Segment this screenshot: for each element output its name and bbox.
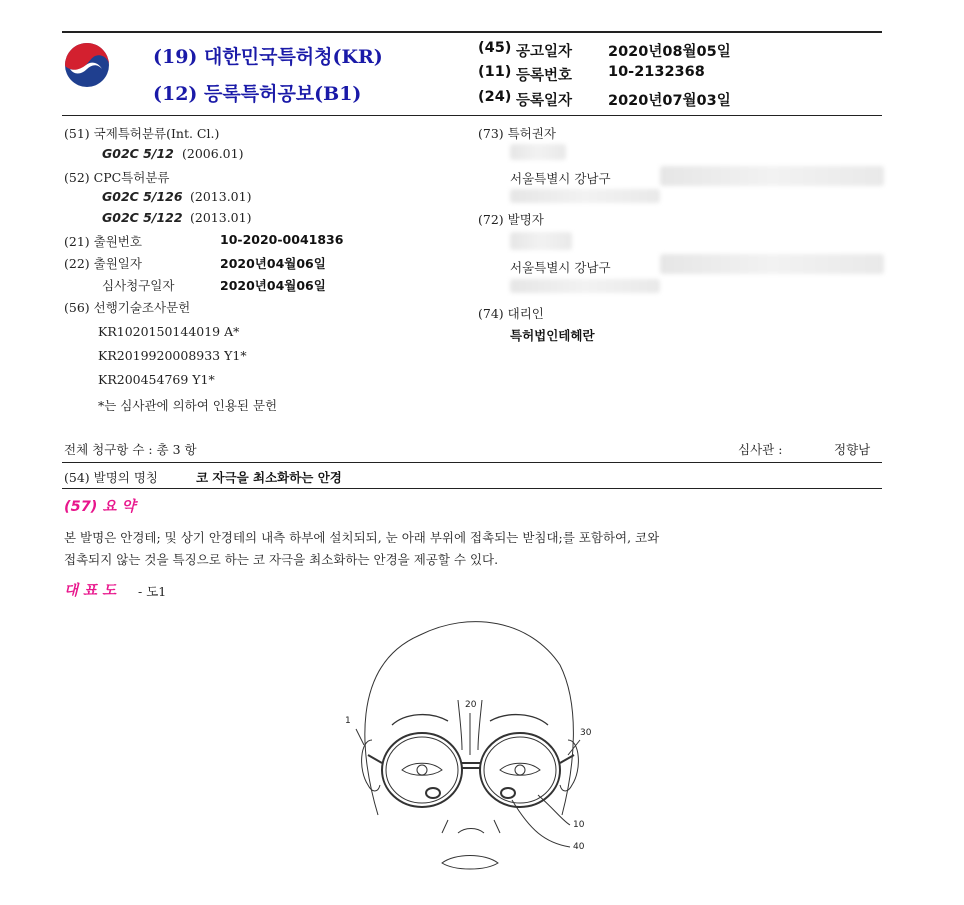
- exam-request-label: 심사청구일자: [102, 278, 175, 293]
- application-no: 10-2020-0041836: [220, 232, 344, 247]
- examiner-name: 정향남: [834, 442, 871, 457]
- application-date-label: (22) 출원일자: [64, 256, 142, 271]
- patent-figure: [330, 605, 610, 880]
- inventor-label: (72) 발명자: [478, 212, 544, 227]
- prior-art-doc: KR200454769 Y1*: [98, 372, 215, 387]
- prior-art-label: (56) 선행기술조사문헌: [64, 300, 191, 315]
- ref-label-20: 20: [465, 700, 477, 710]
- owner-address-redacted: [660, 166, 884, 186]
- ref-label-1: 1: [345, 716, 351, 726]
- owner-address-line2-redacted: [510, 189, 660, 203]
- pub-date-label: 공고일자: [516, 44, 573, 60]
- pub-date-value: 2020년08월05일: [608, 44, 731, 60]
- inventor-address-line2-redacted: [510, 279, 660, 293]
- head-outline: [365, 622, 574, 815]
- nose: [442, 820, 500, 833]
- owner-name-redacted: [510, 144, 566, 160]
- left-eyebrow: [392, 715, 448, 725]
- cpc1-version: (2013.01): [190, 189, 252, 204]
- agent-label: (74) 대리인: [478, 306, 544, 321]
- agent-name: 특허법인테헤란: [510, 328, 595, 343]
- left-ear: [362, 740, 380, 791]
- inventor-address-redacted: [660, 254, 884, 274]
- office-title: (19) 대한민국특허청(KR): [153, 46, 383, 68]
- title-rule: [62, 488, 882, 489]
- claims-total: 전체 청구항 수 : 총 3 항: [64, 442, 197, 457]
- inventor-address: 서울특별시 강남구: [510, 260, 611, 275]
- reg-no-code: (11): [478, 64, 512, 80]
- inventor-name-redacted: [510, 232, 572, 250]
- ref-label-10: 10: [573, 820, 585, 830]
- top-rule: [62, 31, 882, 33]
- cpc2-code: G02C 5/122: [102, 210, 183, 225]
- reg-no-value: 10-2132368: [608, 64, 705, 80]
- prior-art-doc: KR1020150144019 A*: [98, 324, 240, 339]
- owner-address: 서울특별시 강남구: [510, 171, 611, 186]
- ipc-code: G02C 5/12: [102, 146, 174, 161]
- owner-label: (73) 특허권자: [478, 126, 556, 141]
- left-support: [426, 788, 440, 798]
- reg-date-code: (24): [478, 89, 512, 105]
- right-support: [501, 788, 515, 798]
- application-date: 2020년04월06일: [220, 256, 326, 271]
- ref-label-30: 30: [580, 728, 592, 738]
- kipo-logo: [64, 42, 110, 88]
- reg-date-value: 2020년07월03일: [608, 93, 731, 109]
- mouth: [442, 856, 498, 870]
- cpc-label: (52) CPC특허분류: [64, 170, 170, 185]
- reg-no-label: 등록번호: [516, 68, 573, 84]
- abstract-heading: (57) 요 약: [64, 499, 136, 515]
- rep-drawing-value: - 도1: [138, 584, 167, 599]
- right-eyebrow: [490, 715, 548, 725]
- cpc1-code: G02C 5/126: [102, 189, 183, 204]
- examiner-label: 심사관 :: [738, 442, 783, 457]
- exam-request-date: 2020년04월06일: [220, 278, 326, 293]
- application-no-label: (21) 출원번호: [64, 234, 142, 249]
- cpc2-version: (2013.01): [190, 210, 252, 225]
- publication-type: (12) 등록특허공보(B1): [153, 83, 362, 105]
- ipc-label: (51) 국제특허분류(Int. Cl.): [64, 126, 220, 141]
- claims-rule: [62, 462, 882, 463]
- prior-art-note: *는 심사관에 의하여 인용된 문헌: [98, 398, 278, 413]
- right-lens: [480, 733, 560, 807]
- rep-drawing-label: 대 표 도: [64, 583, 117, 599]
- abstract-line-2: 접촉되지 않는 것을 특징으로 하는 코 자극을 최소화하는 안경을 제공할 수 있다.: [64, 552, 499, 567]
- abstract-line-1: 본 발명은 안경테; 및 상기 안경테의 내측 하부에 설치되되, 눈 아래 부위에 접촉되는 받침대;를 포함하여, 코와: [64, 530, 660, 545]
- header-rule: [62, 115, 882, 116]
- invention-title-label: (54) 발명의 명칭: [64, 470, 158, 485]
- pub-date-code: (45): [478, 40, 512, 56]
- left-lens: [382, 733, 462, 807]
- prior-art-doc: KR2019920008933 Y1*: [98, 348, 247, 363]
- invention-title: 코 자극을 최소화하는 안경: [196, 470, 342, 485]
- reg-date-label: 등록일자: [516, 93, 573, 109]
- bridge: [462, 763, 480, 768]
- ipc-version: (2006.01): [182, 146, 244, 161]
- ref-label-40: 40: [573, 842, 585, 852]
